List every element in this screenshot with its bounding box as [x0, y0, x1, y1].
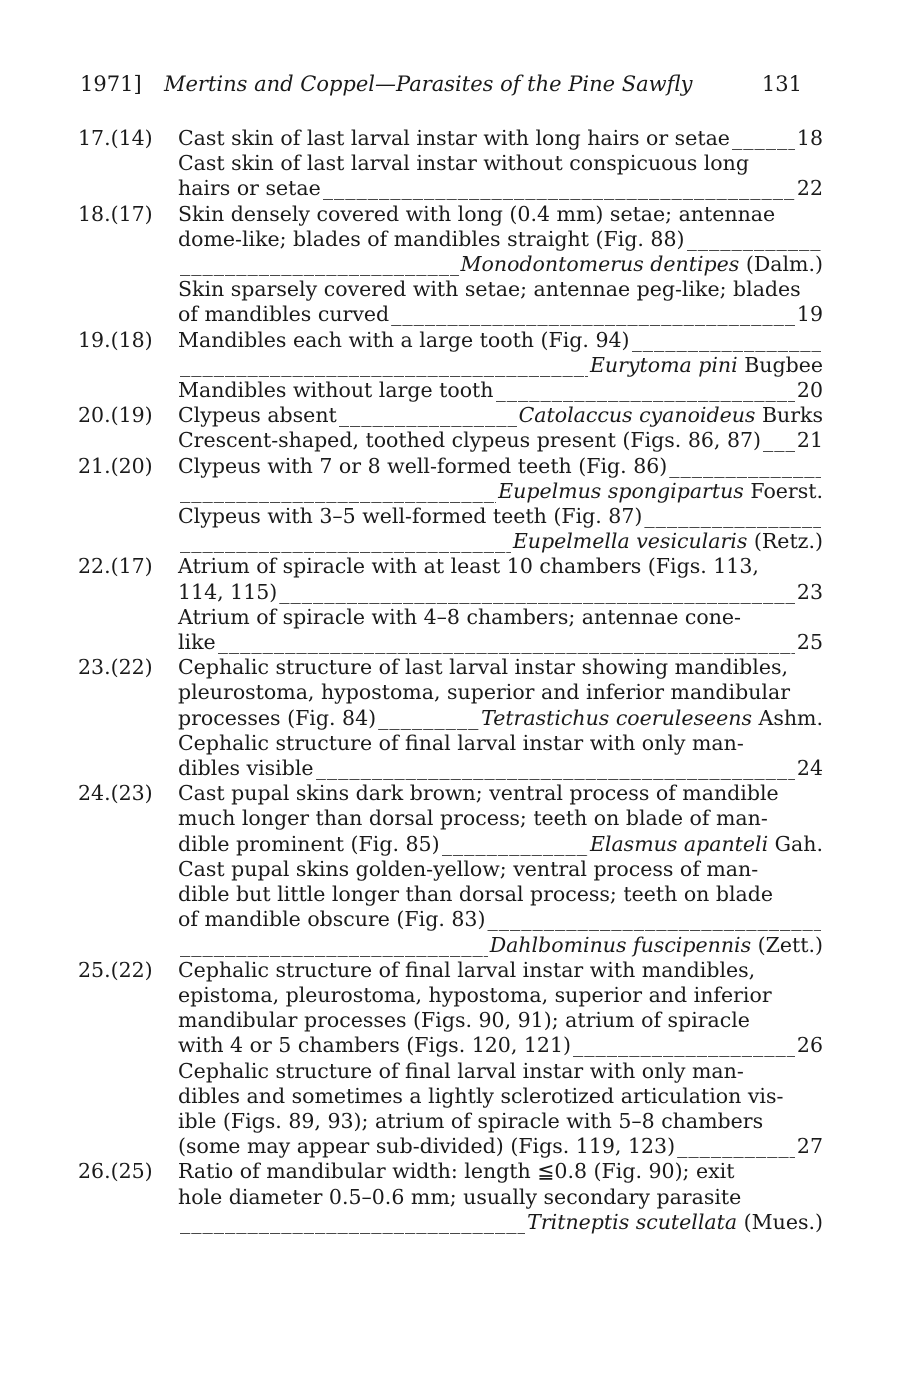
page-number: 131: [761, 72, 802, 96]
lead-23b: [78, 731, 823, 781]
couplet-number: 24.(23): [78, 781, 153, 806]
lead-text: Mandibles without large tooth: [178, 378, 494, 403]
couplet-number: 18.(17): [78, 201, 153, 226]
couplet-number: 25.(22): [78, 957, 153, 982]
lead-text: hole diameter 0.5–0.6 mm; usually secondary parasite: [178, 1184, 742, 1209]
couplet-22: [78, 554, 823, 655]
lead-21a: [78, 454, 823, 504]
species-author: Burks: [761, 403, 823, 428]
lead-text: processes (Fig. 84): [178, 705, 377, 730]
lead-18a: [78, 202, 823, 278]
go-to-couplet: 20: [796, 378, 823, 403]
go-to-couplet: 22: [796, 176, 823, 201]
lead-text: ible (Figs. 89, 93); atrium of spiracle with 5–8 chambers: [178, 1108, 764, 1133]
lead-text: like: [178, 630, 216, 655]
species-author: Bugbee: [744, 352, 823, 377]
lead-text: (some may appear sub-divided) (Figs. 119, 123): [178, 1134, 676, 1159]
lead-text: Cephalic structure of final larval instar with only man-: [178, 730, 744, 755]
lead-text: Atrium of spiracle with 4–8 chambers; antennae cone-: [178, 604, 741, 629]
lead-text: Cephalic structure of final larval instar with mandibles,: [178, 957, 756, 982]
couplet-24: [78, 781, 823, 957]
go-to-couplet: 19: [796, 302, 823, 327]
lead-text: mandibular processes (Figs. 90, 91); atrium of spiracle: [178, 1008, 750, 1033]
couplet-number: 20.(19): [78, 403, 153, 428]
lead-22b: [78, 605, 823, 655]
running-title: Mertins and Coppel—Parasites of the Pine Sawfly: [164, 72, 693, 96]
couplet-23: [78, 655, 823, 781]
lead-text: dible but little longer than dorsal process; teeth on blade: [178, 882, 774, 907]
species-author: Ashm.: [758, 705, 823, 730]
species-author: (Dalm.): [745, 252, 823, 277]
species-author: (Mues.): [743, 1209, 823, 1234]
species-name: Elasmus apanteli: [589, 831, 769, 856]
lead-text: Mandibles each with a large tooth (Fig. 94): [178, 327, 630, 352]
lead-text: Clypeus with 7 or 8 well-formed teeth (Fig. 86): [178, 453, 668, 478]
lead-23a: [78, 655, 823, 731]
species-name: Eurytoma pini: [589, 352, 738, 377]
lead-text: hairs or setae: [178, 176, 321, 201]
couplet-21: [78, 454, 823, 555]
species-name: Dahlbominus fuscipennis: [489, 932, 752, 957]
lead-text: Crescent-shaped, toothed clypeus present (Figs. 86, 87): [178, 428, 762, 453]
species-author: Foerst.: [750, 478, 823, 503]
couplet-number: 26.(25): [78, 1159, 153, 1184]
identification-key: [78, 126, 823, 1235]
go-to-couplet: 26: [796, 1033, 823, 1058]
lead-text: dible prominent (Fig. 85): [178, 831, 440, 856]
lead-18b: [78, 277, 823, 327]
lead-text: of mandible obscure (Fig. 83): [178, 907, 486, 932]
lead-text: of mandibles curved: [178, 302, 390, 327]
lead-19a: [78, 328, 823, 378]
lead-text: Clypeus with 3–5 well-formed teeth (Fig. 87): [178, 504, 643, 529]
lead-text: Atrium of spiracle with at least 10 chambers (Figs. 113,: [178, 554, 759, 579]
go-to-couplet: 18: [796, 126, 823, 150]
couplet-25: [78, 958, 823, 1160]
couplet-number: 17.(14): [78, 126, 153, 150]
species-name: Eupelmella vesicularis: [512, 529, 748, 554]
couplet-number: 22.(17): [78, 554, 153, 579]
lead-text: 114, 115): [178, 579, 278, 604]
lead-24b: [78, 857, 823, 958]
couplet-18: [78, 202, 823, 328]
running-header: [80, 72, 802, 102]
lead-text: Cast skin of last larval instar with long hairs or setae: [178, 126, 730, 150]
lead-22a: [78, 554, 823, 604]
lead-20b: [78, 428, 823, 453]
couplet-number: 21.(20): [78, 453, 153, 478]
go-to-couplet: 24: [796, 756, 823, 781]
lead-text: Cast skin of last larval instar without conspicuous long: [178, 151, 749, 176]
species-name: Tetrastichus coeruleseens: [481, 705, 752, 730]
lead-text: Cast pupal skins golden-yellow; ventral process of man-: [178, 856, 759, 881]
go-to-couplet: 21: [796, 428, 823, 453]
couplet-17: [78, 126, 823, 202]
lead-text: Cast pupal skins dark brown; ventral process of mandible: [178, 781, 779, 806]
species-author: (Retz.): [753, 529, 823, 554]
lead-17a: [78, 126, 823, 151]
go-to-couplet: 25: [796, 630, 823, 655]
species-author: (Zett.): [757, 932, 823, 957]
lead-text: Clypeus absent: [178, 403, 337, 428]
couplet-number: 19.(18): [78, 327, 153, 352]
species-name: Catolaccus cyanoideus: [518, 403, 756, 428]
lead-25b: [78, 1059, 823, 1160]
lead-text: pleurostoma, hypostoma, superior and inferior mandibular: [178, 680, 790, 705]
couplet-26: [78, 1159, 823, 1235]
lead-text: epistoma, pleurostoma, hypostoma, superior and inferior: [178, 982, 772, 1007]
lead-25a: [78, 958, 823, 1059]
lead-17b: [78, 151, 823, 201]
lead-text: Cephalic structure of last larval instar showing mandibles,: [178, 655, 789, 680]
couplet-20: [78, 403, 823, 453]
lead-text: Skin densely covered with long (0.4 mm) setae; antennae: [178, 201, 776, 226]
lead-text: dibles visible: [178, 756, 314, 781]
lead-19b: [78, 378, 823, 403]
go-to-couplet: 23: [796, 579, 823, 604]
volume-year: 1971]: [80, 72, 142, 96]
lead-text: with 4 or 5 chambers (Figs. 120, 121): [178, 1033, 572, 1058]
species-name: Eupelmus spongipartus: [498, 478, 744, 503]
lead-text: Ratio of mandibular width: length ≦0.8 (Fig. 90); exit: [178, 1159, 735, 1184]
species-author: Gah.: [774, 831, 823, 856]
species-name: Monodontomerus dentipes: [460, 252, 740, 277]
go-to-couplet: 27: [796, 1134, 823, 1159]
species-name: Tritneptis scutellata: [527, 1209, 738, 1234]
lead-20a: [78, 403, 823, 428]
lead-text: much longer than dorsal process; teeth on blade of man-: [178, 806, 768, 831]
lead-text: Cephalic structure of final larval instar with only man-: [178, 1058, 744, 1083]
lead-text: dome-like; blades of mandibles straight (Fig. 88): [178, 226, 685, 251]
lead-26a: [78, 1159, 823, 1235]
lead-text: Skin sparsely covered with setae; antennae peg-like; blades: [178, 277, 801, 302]
couplet-19: [78, 328, 823, 404]
lead-21b: [78, 504, 823, 554]
lead-24a: [78, 781, 823, 857]
couplet-number: 23.(22): [78, 655, 153, 680]
lead-text: dibles and sometimes a lightly sclerotized articulation vis-: [178, 1083, 784, 1108]
